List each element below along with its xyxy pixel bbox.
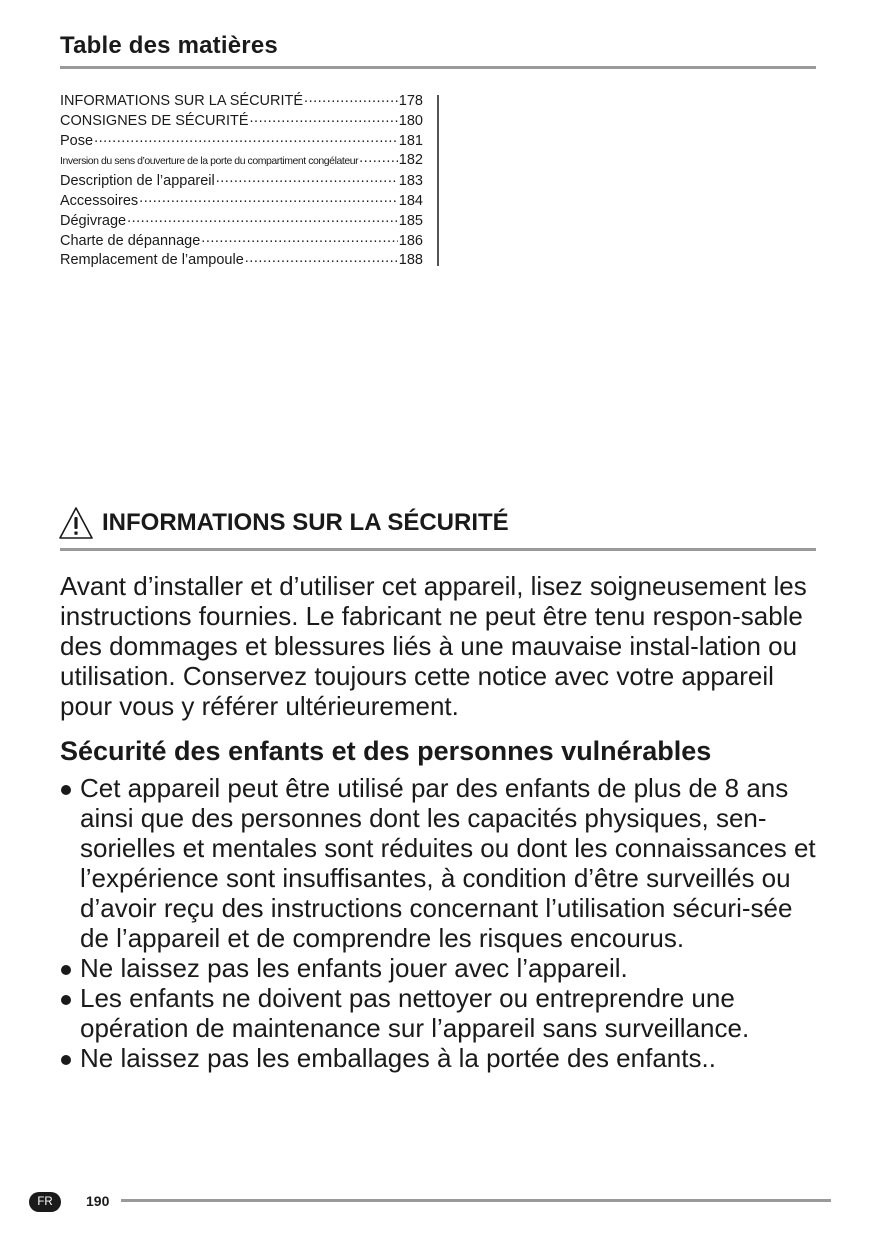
- list-item: Ne laissez pas les emballages à la portée des enfants..: [60, 1043, 820, 1073]
- safety-heading: [58, 506, 509, 540]
- toc-entry[interactable]: [60, 132, 423, 152]
- toc-entry[interactable]: [60, 212, 423, 232]
- list-item: Cet appareil peut être utilisé par des enfants de plus de 8 ans ainsi que des personnes dont les capacités physiques, sen-sorielles et mentales sont réduites ou dont les connaissances et l’expérience sont insuffisantes, à condition d’être surveillés ou d’avoir reçu des instructions concernant l’utilisation sécuri-sée de l’appareil et de comprendre les risques encourus.: [60, 773, 820, 953]
- toc-entry-page: 182: [398, 152, 423, 169]
- toc-leader-dots: [250, 113, 398, 125]
- toc-entry-page: 180: [398, 112, 423, 129]
- toc-leader-dots: [94, 133, 398, 145]
- toc-entry-label: Accessoires: [60, 192, 139, 209]
- page-number: 190: [86, 1193, 110, 1209]
- safety-heading-text: INFORMATIONS SUR LA SÉCURITÉ: [102, 509, 509, 536]
- toc-entry-label: Description de l’appareil: [60, 173, 215, 190]
- toc-entry[interactable]: [60, 112, 423, 132]
- toc-entry[interactable]: [60, 251, 423, 271]
- toc-leader-dots: [359, 152, 398, 164]
- warning-triangle-icon: [58, 506, 94, 540]
- toc-leader-dots: [127, 213, 398, 225]
- toc-leader-dots: [201, 233, 398, 245]
- list-item: Les enfants ne doivent pas nettoyer ou entreprendre une opération de maintenance sur l’appareil sans surveillance.: [60, 983, 820, 1043]
- footer-rule: [121, 1199, 831, 1202]
- toc-entry-label: Remplacement de l’ampoule: [60, 252, 244, 269]
- toc-entry-label: Charte de dépannage: [60, 232, 201, 249]
- toc-title: Table des matières: [60, 32, 278, 59]
- safety-intro-paragraph: Avant d’installer et d’utiliser cet appareil, lisez soigneusement les instructions fournies. Le fabricant ne peut être tenu respon-sable des dommages et blessures liés à une mauvaise instal-lation ou utilisation. Conservez toujours cette notice avec votre appareil pour vous y référer ultérieurement.: [60, 571, 807, 721]
- toc-entry[interactable]: [60, 232, 423, 252]
- toc-entry-page: 184: [398, 192, 423, 209]
- toc-entry-page: 181: [398, 132, 423, 149]
- children-safety-list: [60, 773, 820, 1073]
- safety-heading-rule: [60, 548, 816, 551]
- toc-leader-dots: [216, 173, 398, 185]
- toc-title-rule: [60, 66, 816, 69]
- toc-entry-label: INFORMATIONS SUR LA SÉCURITÉ: [60, 93, 304, 109]
- toc-entry[interactable]: [60, 192, 423, 212]
- toc-entry[interactable]: [60, 172, 423, 192]
- toc-entry[interactable]: [60, 92, 423, 112]
- toc-entry-label: Inversion du sens d’ouverture de la porte du compartiment congélateur: [60, 155, 359, 168]
- toc-entry-label: Pose: [60, 132, 94, 149]
- list-item: Ne laissez pas les enfants jouer avec l’appareil.: [60, 953, 820, 983]
- children-safety-subheading: Sécurité des enfants et des personnes vulnérables: [60, 736, 712, 766]
- toc-entry-page: 183: [398, 173, 423, 190]
- toc-entry-page: 185: [398, 212, 423, 229]
- toc-side-bar: [437, 95, 439, 266]
- toc-entry-page: 186: [398, 232, 423, 249]
- toc-leader-dots: [139, 193, 398, 205]
- toc-entry-label: Dégivrage: [60, 212, 127, 229]
- toc-leader-dots: [304, 93, 398, 105]
- toc-entry-page: 188: [398, 252, 423, 269]
- table-of-contents: [60, 92, 423, 271]
- toc-entry[interactable]: [60, 151, 423, 172]
- language-badge: FR: [29, 1192, 61, 1212]
- toc-leader-dots: [245, 252, 398, 264]
- toc-entry-label: CONSIGNES DE SÉCURITÉ: [60, 112, 249, 129]
- toc-entry-page: 178: [398, 93, 423, 109]
